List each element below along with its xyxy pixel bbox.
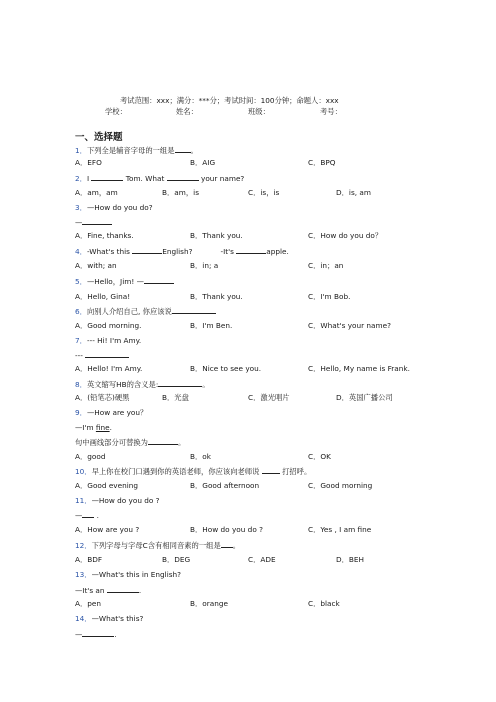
instruction-line: 句中画线部分可替换为 。 (75, 438, 186, 447)
answer-blank (172, 306, 216, 314)
underlined-word: fine (95, 423, 110, 432)
option-b: B．Thank you. (190, 231, 243, 240)
option-b: B．Good afternoon (190, 481, 260, 490)
option-a: A．Hello, Gina! (75, 292, 131, 301)
question-7: 7．--- Hi! I'm Amy. (75, 336, 142, 345)
answer-blank (85, 350, 129, 358)
option-c: C．Hello, My name is Frank. (308, 364, 410, 373)
option-b: B．Nice to see you. (190, 364, 262, 373)
option-b: B．orange (190, 599, 228, 608)
answer-blank (221, 540, 233, 548)
option-c: C．激光唱片 (248, 393, 290, 402)
option-a: A．Fine, thanks. (75, 231, 134, 240)
school-label: 学校： (105, 107, 127, 116)
option-b: B．Thank you. (190, 292, 243, 301)
option-d: D．is, am (336, 188, 371, 197)
option-b: B．AIG (190, 158, 216, 167)
answer-blank (148, 437, 178, 445)
answer-blank (144, 276, 174, 284)
answer-blank (132, 246, 162, 254)
answer-blank (262, 466, 280, 474)
reply-line: —It's an . (75, 586, 142, 595)
question-8: 8．英文缩写HB的含义是: 。 (75, 380, 210, 389)
option-c: C．I'm Bob. (308, 292, 351, 301)
option-a: A．BDF (75, 555, 103, 564)
option-a: A．good (75, 452, 106, 461)
name-label: 姓名： (176, 107, 198, 116)
option-c: C．What's your name? (308, 321, 391, 330)
option-a: A．pen (75, 599, 102, 608)
class-label: 班级： (248, 107, 270, 116)
answer-line: --- (75, 350, 129, 360)
answer-blank (158, 379, 202, 387)
option-b: B．How do you do ? (190, 525, 263, 534)
option-c: C．BPQ (308, 158, 336, 167)
answer-blank (236, 246, 266, 254)
option-a: A．(铅笔芯)硬黑 (75, 393, 130, 402)
option-b: B．DEG (162, 555, 191, 564)
exam-info-line: 考试范围：xxx；满分：***分；考试时间：100分钟；命题人：xxx (120, 96, 339, 105)
option-c: C．OK (308, 452, 331, 461)
answer-line: — . (75, 511, 99, 520)
question-3: 3．—How do you do? (75, 203, 153, 212)
question-5: 5．—Hello，Jim! — (75, 276, 174, 287)
question-6: 6．向别人介绍自己, 你应该说 (75, 306, 216, 317)
option-d: D．BEH (336, 555, 365, 564)
question-text: 下列全是辅音字母的一组是 (86, 146, 175, 155)
option-a: A．EFO (75, 158, 102, 167)
answer-line: — (75, 217, 112, 227)
option-a: A．Good evening (75, 481, 139, 490)
answer-line: — . (75, 630, 117, 639)
question-4: 4．-What's this English? -It's apple. (75, 247, 289, 256)
question-9: 9．—How are you？ (75, 408, 148, 417)
question-12: 12．下列字母与字母C含有相同音素的一组是 。 (75, 541, 241, 550)
answer-blank (175, 145, 191, 153)
option-c: C．is，is (248, 188, 280, 197)
option-c: C．ADE (248, 555, 276, 564)
question-11: 11．—How do you do ? (75, 496, 160, 505)
option-b: B．am，is (162, 188, 200, 197)
option-d: D．英国广播公司 (336, 393, 393, 402)
option-a: A．Good morning. (75, 321, 142, 330)
option-c: C．black (308, 599, 340, 608)
option-c: C．Good morning (308, 481, 373, 490)
option-c: C．Yes , I am fine (308, 525, 372, 534)
option-b: B．in; a (190, 261, 219, 270)
question-13: 13．—What's this in English? (75, 570, 182, 579)
answer-blank (82, 217, 112, 225)
option-c: C．How do you do？ (308, 231, 383, 240)
option-a: A．with; an (75, 261, 117, 270)
option-c: C．in；an (308, 261, 344, 270)
option-a: A．How are you ? (75, 525, 140, 534)
answer-blank (107, 585, 139, 593)
option-b: B．光盘 (162, 393, 189, 402)
option-a: A．am，am (75, 188, 118, 197)
question-10: 10．早上你在校门口遇到你的英语老师，你应该向老师说 打招呼。 (75, 467, 312, 476)
question-14: 14．—What's this? (75, 614, 144, 623)
answer-blank (91, 173, 123, 181)
answer-blank (167, 173, 199, 181)
answer-blank (82, 629, 114, 637)
reply-line: —I'm fine. (75, 423, 112, 432)
option-b: B．ok (190, 452, 211, 461)
answer-blank (82, 510, 94, 518)
question-number: 1． (75, 146, 87, 155)
option-b: B．I'm Ben. (190, 321, 233, 330)
id-label: 考号： (320, 107, 342, 116)
question-1: 1．下列全是辅音字母的一组是 。 (75, 146, 198, 155)
option-a: A．Hello! I'm Amy. (75, 364, 143, 373)
section-title: 一、选择题 (75, 132, 123, 143)
question-2: 2．I Tom. What your name? (75, 174, 245, 183)
